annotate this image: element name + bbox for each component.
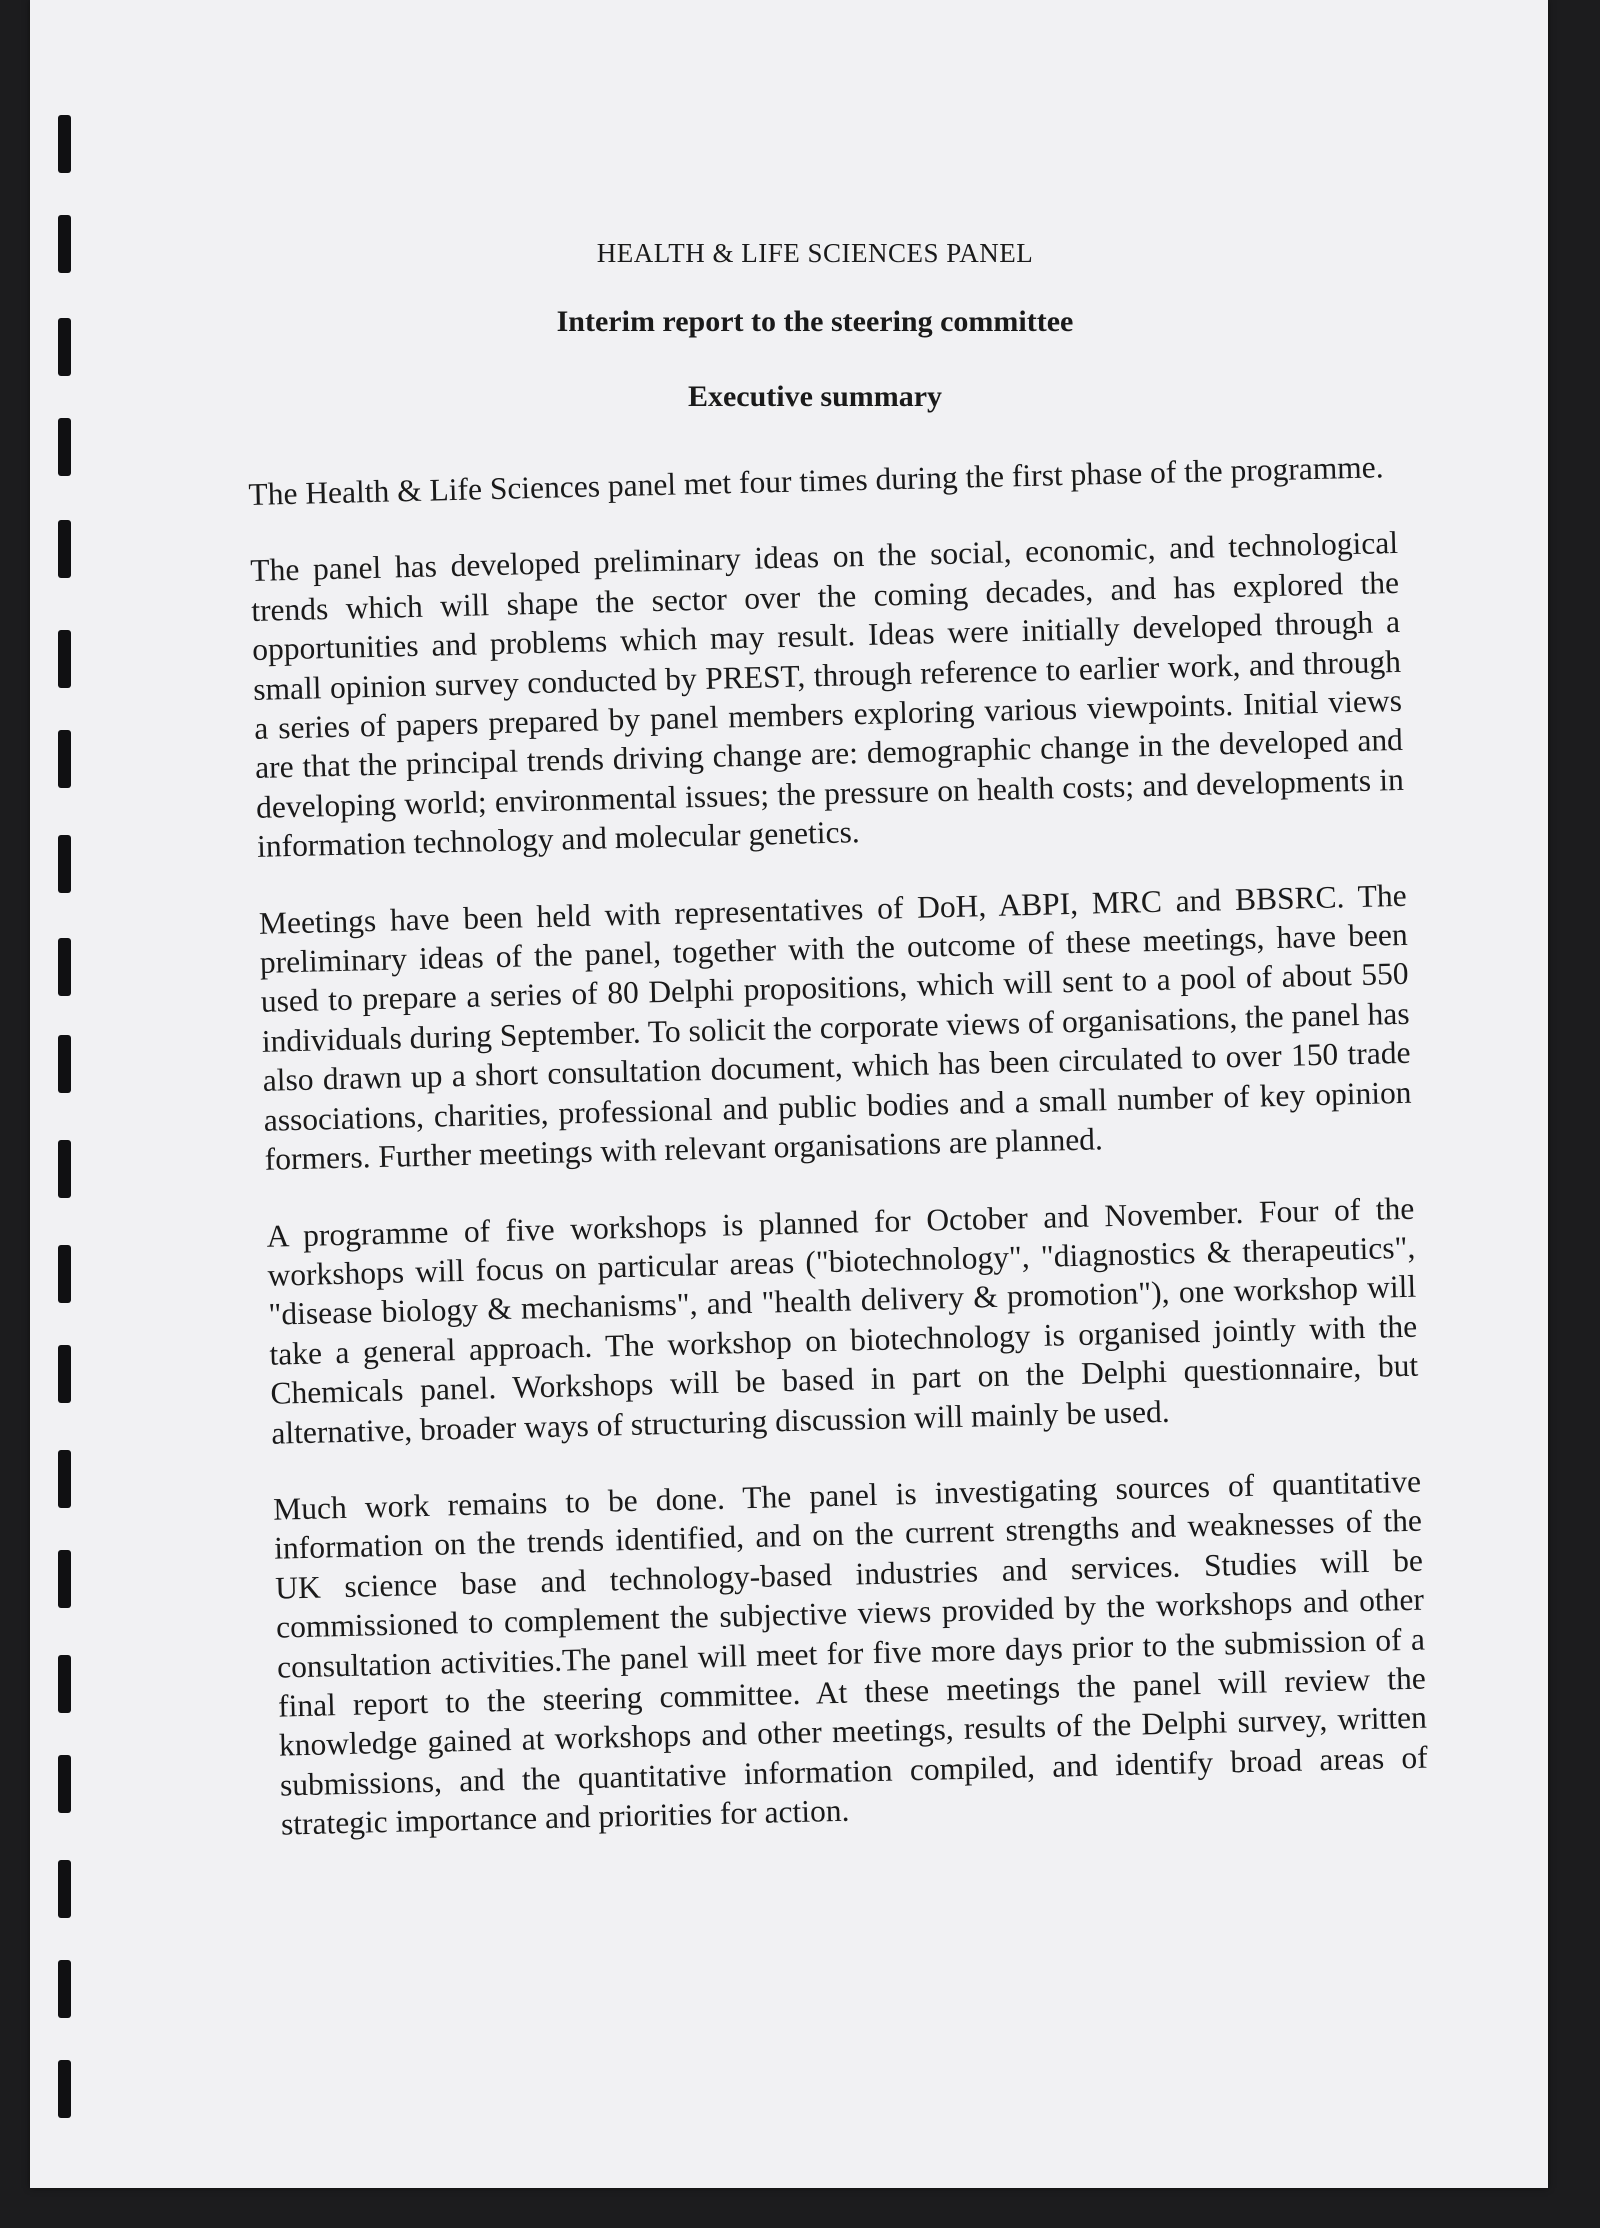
paragraph: Meetings have been held with representatives of DoH, ABPI, MRC and BBSRC. The preliminary ideas of the panel, together with the outcome of these meetings, have been used to prepare a series of 80 Delphi propositions, which will sent to a pool of about 550 individuals during September. To solicit the corporate views of organisations, the panel has also drawn up a short consultation document, which has been circulated to over 150 trade associations, charities, professional and public bodies and a small number of key opinion formers. Further meetings with relevant organisations are planned. (258, 877, 1412, 1177)
paragraph: A programme of five workshops is planned for October and November. Four of the workshops will focus on particular areas ("biotechnology", "diagnostics & therapeutics", "disease biology & mechanisms", and "health delivery & promotion"), one workshop will take a general approach. The workshop on biotechnology is organised jointly with the Chemicals panel. Workshops will be based in part on the Delphi questionnaire, but alternative, broader ways of structuring discussion will mainly be used. (266, 1190, 1419, 1451)
paragraph: The Health & Life Sciences panel met four times during the first phase of the programme. (248, 449, 1384, 512)
paragraph: The panel has developed preliminary ideas on the social, economic, and technological trends which will shape the sector over the coming decades, and has explored the opportunities and problems which may result. Ideas were initially developed through a small opinion survey conducted by PREST, through reference to earlier work, and through a series of papers prepared by panel members exploring various viewpoints. Initial views are that the principal trends driving change are: demographic change in the developed and developing world; environmental issues; the pressure on health costs; and developments in information technology and molecular genetics. (249, 525, 1405, 865)
document-page (30, 0, 1548, 2188)
report-title: Interim report to the steering committee (556, 305, 1074, 338)
paragraph: Much work remains to be done. The panel is investigating sources of quantitative information on the trends identified, and on the current strengths and weaknesses of the UK science base and technology-based industries and services. Studies will be commissioned to complement the subjective views provided by the workshops and other consultation activities.The panel will meet for five more days prior to the submission of a final report to the steering committee. At these meetings the panel will review the knowledge gained at workshops and other meetings, results of the Delphi survey, written submissions, and the quantitative information compiled, and identify broad areas of strategic importance and priorities for action. (272, 1463, 1429, 1842)
document-body (248, 447, 1430, 1881)
section-heading: Executive summary (687, 380, 943, 413)
document-content (30, 0, 1548, 2188)
panel-title: HEALTH & LIFE SCIENCES PANEL (596, 238, 1034, 268)
